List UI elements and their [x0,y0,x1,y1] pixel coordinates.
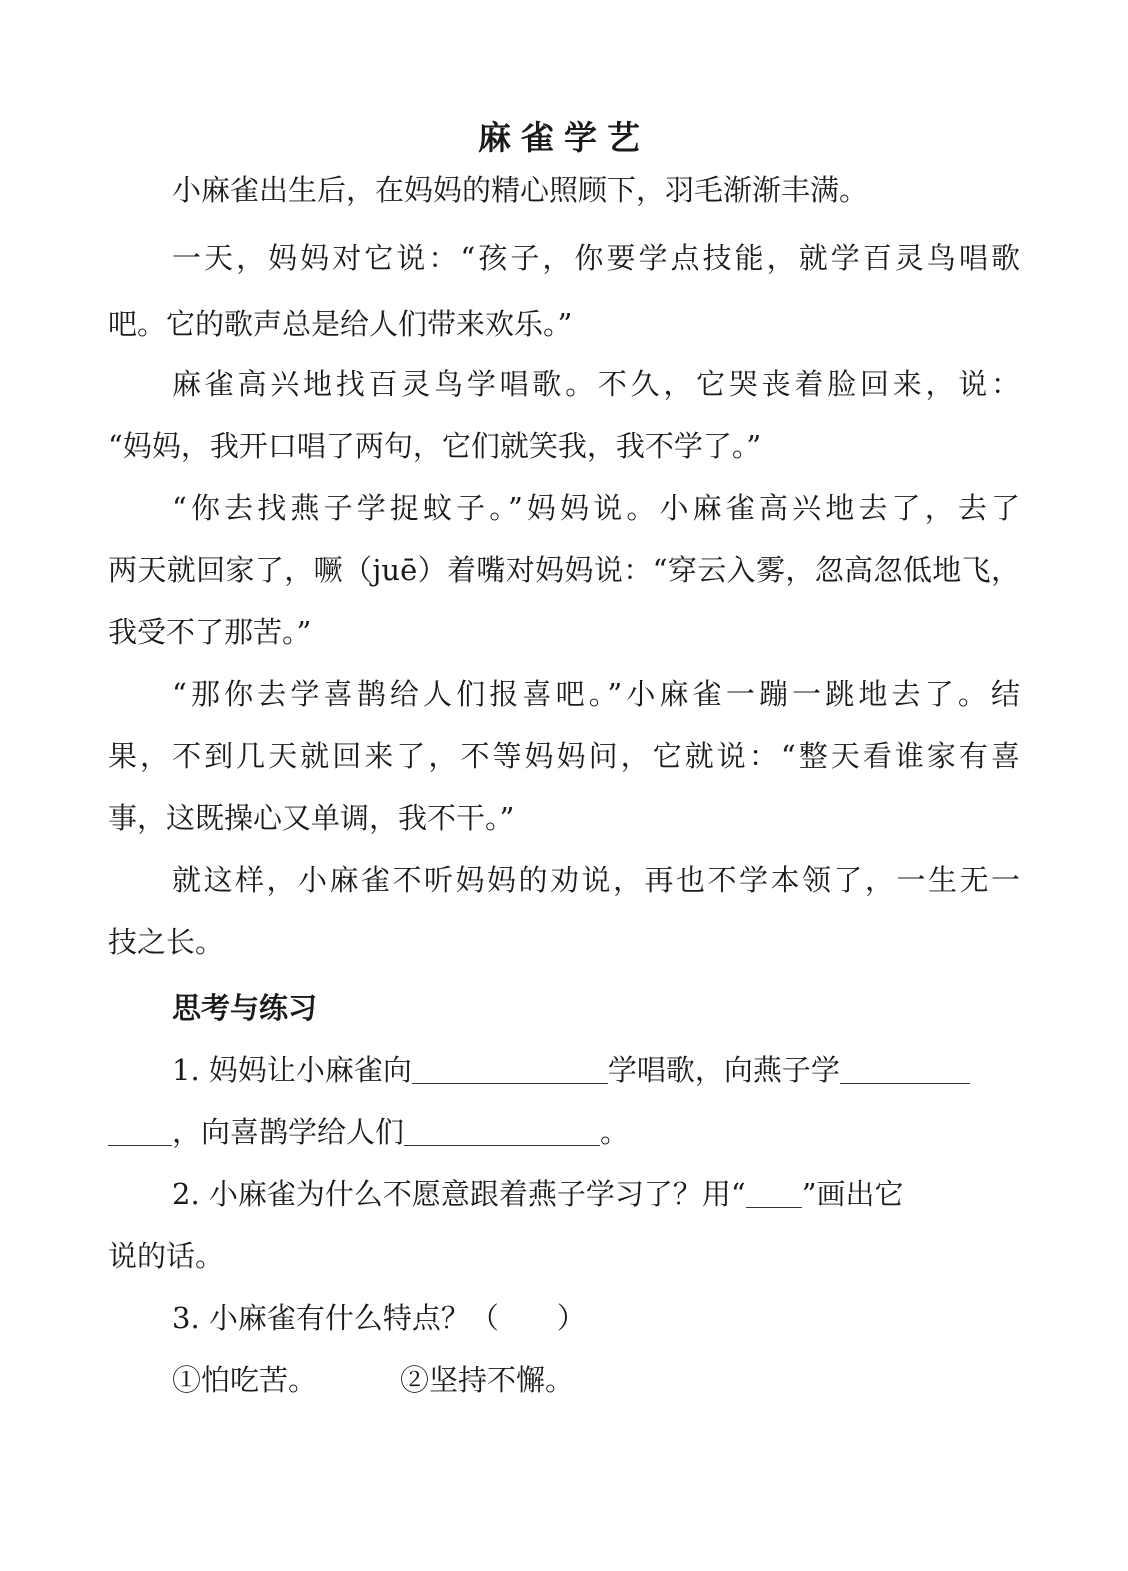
question-1-text-b: 学唱歌，向燕子学 [607,1053,840,1087]
paragraph-3-line-2: “妈妈，我开口唱了两句，它们就笑我，我不学了。” [108,429,762,463]
question-1-text-a: 1. 妈妈让小麻雀向 [172,1053,412,1087]
paragraph-6-line-1: 就这样，小麻雀不听妈妈的劝说，再也不学本领了，一生无一 [172,863,1020,897]
paragraph-5-line-1: “那你去学喜鹊给人们报喜吧。”小麻雀一蹦一跳地去了。结 [172,677,1020,711]
question-2-line-2: 说的话。 [108,1239,225,1273]
paragraph-1: 小麻雀出生后，在妈妈的精心照顾下，羽毛渐渐丰满。 [172,173,869,207]
question-1-text-d: 。 [600,1115,630,1149]
question-2-line-1 [172,1174,904,1214]
answer-blank-2-cont[interactable] [108,1115,172,1146]
option-2[interactable]: ②坚持不懈。 [400,1363,575,1397]
answer-blank-3[interactable] [404,1115,600,1146]
paragraph-5-line-3: 事，这既操心又单调，我不干。” [108,801,515,835]
exercise-heading: 思考与练习 [172,991,318,1025]
paragraph-4-line-1: “你去找燕子学捉蚊子。”妈妈说。小麻雀高兴地去了，去了 [172,491,1020,525]
page-title: 麻雀学艺 [478,118,650,157]
paragraph-5-line-2: 果，不到几天就回来了，不等妈妈问，它就说：“整天看谁家有喜 [108,739,1020,773]
paragraph-4-line-3: 我受不了那苦。” [108,615,312,649]
answer-blank-1[interactable] [412,1053,608,1084]
question-1-line-1 [172,1050,970,1090]
paragraph-4-line-2: 两天就回家了，噘（juē）着嘴对妈妈说：“穿云入雾，忽高忽低地飞， [108,553,1020,587]
option-1[interactable]: ①怕吃苦。 [172,1363,318,1397]
paragraph-2-line-2: 吧。它的歌声总是给人们带来欢乐。” [108,307,573,341]
question-1-text-c: ，向喜鹊学给人们 [172,1115,405,1149]
question-3: 3. 小麻雀有什么特点？（ ） [172,1301,586,1335]
paragraph-2-line-1: 一天，妈妈对它说：“孩子，你要学点技能，就学百灵鸟唱歌 [172,241,1020,275]
paragraph-6-line-2: 技之长。 [108,925,225,959]
question-2-text-a: 2. 小麻雀为什么不愿意跟着燕子学习了？用“ [172,1177,746,1211]
question-2-text-b: ”画出它 [801,1177,904,1211]
underline-sample [746,1177,802,1208]
question-1-line-2 [108,1112,629,1152]
answer-blank-2[interactable] [840,1053,970,1084]
paragraph-3-line-1: 麻雀高兴地找百灵鸟学唱歌。不久，它哭丧着脸回来，说： [172,367,1020,401]
